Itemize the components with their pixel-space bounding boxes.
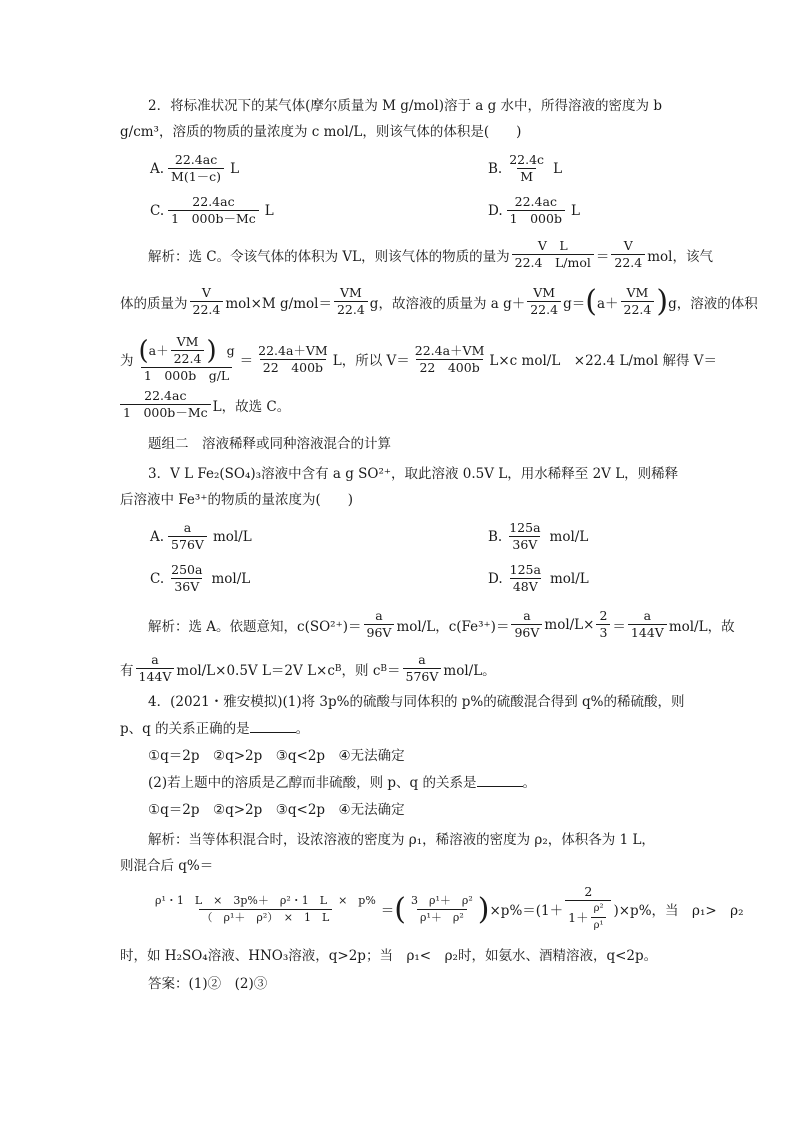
fraction-denominator: 22.4 — [611, 254, 645, 271]
q2-solution-line3 — [120, 334, 717, 384]
option-fraction — [168, 520, 207, 553]
fraction-denominator: 576V — [403, 668, 442, 685]
right-paren: ) — [206, 335, 217, 366]
solution-text: L，所以 V＝ — [332, 353, 410, 369]
fraction-numerator: ρ¹・1 L × 3p%＋ ρ²・1 L × p% — [155, 893, 376, 907]
fraction-denominator: 96V — [511, 624, 542, 641]
option-fraction — [168, 562, 205, 595]
q4-solution-line2: 则混合后 q%＝ — [120, 858, 214, 874]
fraction-denominator: 96V — [364, 624, 395, 641]
solution-fraction — [596, 608, 610, 641]
solution-fraction — [611, 238, 645, 271]
fraction-numerator: 22.4ac — [144, 388, 187, 403]
option-unit: mol/L — [211, 570, 251, 587]
fraction-numerator: 22.4a＋VM — [414, 342, 485, 358]
q3-option-a — [150, 520, 252, 553]
option-fraction — [506, 520, 543, 553]
equals-sign: ＝ — [387, 662, 401, 679]
solution-fraction — [136, 652, 175, 685]
fraction-denominator — [565, 900, 611, 934]
left-paren: ( — [394, 891, 406, 927]
option-unit: mol/L — [549, 570, 589, 587]
fraction-denominator: 22.4 — [171, 350, 205, 367]
fraction-denominator: M — [517, 168, 536, 185]
solution-text: mol/L×0.5V L＝2V L×c — [176, 662, 335, 679]
fraction-denominator: 22.4 L/mol — [512, 254, 594, 271]
option-label: C. — [150, 570, 165, 587]
q3-stem-line1: 3．V L Fe₂(SO₄)₃溶液中含有 a g SO²⁺，取此溶液 0.5V L，用水稀释至 2V L，则稀释 — [148, 466, 679, 482]
fraction-denominator: 36V — [171, 578, 202, 595]
q3-solution-line1 — [148, 608, 735, 641]
fraction-denominator: 22.4 — [621, 301, 655, 318]
solution-fraction — [527, 285, 561, 318]
fraction-numerator: a — [418, 652, 426, 667]
fraction-numerator: 250a — [171, 562, 203, 577]
solution-text: g＝ — [563, 295, 586, 312]
fraction-numerator: 22.4a＋VM — [258, 342, 328, 358]
answer-blank[interactable] — [250, 718, 296, 733]
answer-blank[interactable] — [477, 772, 523, 787]
option-unit: L — [553, 160, 563, 177]
option-unit: L — [264, 202, 274, 219]
fraction-numerator: a — [375, 608, 383, 623]
fraction-denominator: 1 000b－Mc — [168, 210, 259, 227]
q4-stem-line2 — [120, 718, 309, 739]
fraction-numerator: VM — [176, 334, 199, 349]
solution-fraction — [511, 608, 542, 641]
fraction-denominator: ρ¹ — [591, 917, 607, 934]
solution-fraction — [512, 238, 594, 271]
q2-option-b — [488, 152, 562, 185]
option-label: B. — [488, 528, 503, 545]
solution-fraction — [364, 608, 395, 641]
right-paren: ) — [477, 891, 490, 927]
equals-sign: ＝ — [595, 248, 610, 265]
option-fraction — [507, 194, 565, 227]
fraction-numerator: a — [183, 520, 192, 535]
q3-option-c — [150, 562, 250, 595]
option-unit: mol/L — [212, 528, 252, 545]
right-paren: ) — [656, 284, 669, 319]
group2-title: 题组二 溶液稀释或同种溶液混合的计算 — [148, 436, 391, 452]
solution-fraction — [190, 285, 224, 318]
fraction-denominator: M(1－c) — [168, 168, 224, 185]
solution-text: 体的质量为 — [120, 295, 188, 312]
fraction-numerator: 125a — [509, 562, 541, 577]
solution-text: g — [226, 342, 235, 358]
solution-text: 解析：选 A。依题意知，c(SO²⁺)＝ — [148, 618, 362, 635]
fraction-denominator: 1 000b－Mc — [120, 404, 211, 421]
q2-option-c — [150, 194, 274, 227]
q2-solution-line1 — [148, 238, 713, 271]
solution-fraction — [408, 893, 476, 926]
solution-text: mol/L，c(Fe³⁺)＝ — [396, 618, 510, 635]
q2-stem-line1: 2．将标准状况下的某气体(摩尔质量为 M g/mol)溶于 a g 水中，所得溶液的密度为 b — [148, 98, 662, 114]
fraction-numerator — [136, 334, 238, 367]
solution-text: 。 — [522, 775, 536, 791]
q4-stem-line1: 4．(2021・雅安模拟)(1)将 3p%的硫酸与同体积的 p%的硫酸混合得到 q%的稀硫酸，则 — [148, 694, 685, 710]
solution-text: ×p%＝(1＋ — [489, 903, 564, 919]
q4-solution-formula — [150, 884, 744, 934]
inner-fraction — [591, 901, 607, 934]
equals-sign: ＝ — [380, 903, 395, 919]
solution-text: 。 — [295, 721, 310, 737]
fraction-numerator: 2 — [599, 608, 608, 623]
solution-text: mol/L。 — [443, 662, 496, 679]
solution-text: (2)若上题中的溶质是乙醇而非硫酸，则 p、q 的关系是 — [148, 775, 477, 791]
fraction-denominator: （ ρ¹＋ ρ²） × 1 L — [199, 909, 333, 926]
answer-line: 答案：(1)② (2)③ — [148, 976, 268, 992]
fraction-denominator: 22.4 — [190, 301, 224, 318]
nested-fraction — [565, 884, 611, 934]
left-paren: ( — [138, 335, 149, 366]
fraction-numerator: VM — [339, 285, 362, 300]
q3-option-b — [488, 520, 588, 553]
option-unit: L — [570, 202, 580, 219]
solution-fraction — [171, 334, 205, 367]
solution-text: L，故选 C。 — [212, 398, 291, 415]
solution-fraction — [255, 343, 331, 376]
q4-part2 — [148, 772, 536, 793]
option-fraction — [507, 562, 544, 595]
solution-text: p、q 的关系正确的是 — [120, 721, 250, 737]
q4-solution-line1: 解析：当等体积混合时，设浓溶液的密度为 ρ₁，稀溶液的密度为 ρ₂，体积各为 1 L， — [148, 832, 655, 848]
fraction-denominator: 48V — [510, 578, 541, 595]
solution-text: )×p%，当 ρ₁> ρ₂ — [613, 903, 744, 919]
fraction-denominator: 22.4 — [527, 301, 561, 318]
option-label: D. — [488, 202, 503, 219]
solution-text: 解析：选 C。令该气体的体积为 VL，则该气体的物质的量为 — [148, 248, 510, 265]
solution-text: a＋ — [148, 342, 169, 358]
fraction-numerator: 22.4c — [509, 152, 545, 167]
q2-solution-line4 — [118, 388, 290, 421]
q2-option-d — [488, 194, 580, 227]
big-fraction — [152, 893, 379, 926]
solution-text: L×c mol/L ×22.4 L/mol 解得 V＝ — [489, 353, 718, 369]
option-fraction — [168, 194, 259, 227]
fraction-numerator: VM — [626, 285, 649, 300]
option-fraction — [506, 152, 547, 185]
option-label: B. — [488, 160, 503, 177]
q2-option-a — [150, 152, 239, 185]
solution-text: mol/L，故 — [668, 618, 735, 635]
solution-text: g，溶液的体积 — [668, 295, 758, 312]
solution-text: 为 — [120, 353, 134, 369]
fraction-denominator: 1 000b g/L — [141, 367, 232, 384]
fraction-numerator: a — [151, 652, 159, 667]
q3-solution-line2 — [120, 652, 496, 685]
solution-fraction — [334, 285, 368, 318]
solution-fraction — [628, 608, 667, 641]
left-paren: ( — [585, 284, 597, 319]
q2-solution-line2 — [120, 284, 758, 319]
fraction-denominator: 3 — [596, 624, 610, 641]
q3-option-d — [488, 562, 589, 595]
equals-sign: ＝ — [239, 353, 254, 369]
fraction-denominator: 36V — [509, 536, 540, 553]
fraction-numerator: VM — [533, 285, 556, 300]
option-label: D. — [488, 570, 503, 587]
solution-fraction — [120, 388, 211, 421]
fraction-numerator: a — [523, 608, 531, 623]
option-fraction — [168, 152, 224, 185]
fraction-denominator: 144V — [628, 624, 667, 641]
fraction-denominator: ρ¹＋ ρ² — [417, 909, 467, 926]
fraction-denominator: 1 000b — [507, 210, 565, 227]
option-label: C. — [150, 202, 165, 219]
option-unit: mol/L — [549, 528, 589, 545]
fraction-denominator: 22 400b — [416, 359, 482, 376]
fraction-numerator: 3 ρ¹＋ ρ² — [411, 893, 473, 907]
q4-solution-line4: 时，如 H₂SO₄溶液、HNO₃溶液，q>2p；当 ρ₁< ρ₂时，如氨水、酒精溶液，q<2p。 — [120, 948, 658, 964]
fraction-numerator: ρ² — [593, 903, 604, 914]
fraction-denominator: 22 400b — [260, 359, 326, 376]
q2-stem-line2: g/cm³，溶质的物质的量浓度为 c mol/L，则该气体的体积是( ) — [120, 124, 522, 140]
solution-text: a＋ — [596, 295, 619, 312]
fraction-numerator: 125a — [509, 520, 541, 535]
fraction-numerator: 22.4ac — [192, 194, 235, 209]
solution-compound-fraction — [136, 334, 238, 384]
q3-stem-line2: 后溶液中 Fe³⁺的物质的量浓度为( ) — [120, 492, 353, 508]
solution-text: 有 — [120, 662, 134, 679]
solution-fraction — [621, 285, 655, 318]
subscript: B — [334, 663, 342, 674]
equals-sign: ＝ — [612, 618, 626, 635]
fraction-numerator: V — [201, 285, 211, 300]
solution-fraction — [403, 652, 442, 685]
fraction-numerator: V L — [537, 238, 568, 253]
option-label: A. — [150, 160, 165, 177]
q4-choices-2: ①q＝2p ②q>2p ③q<2p ④无法确定 — [148, 802, 405, 818]
solution-text: ，则 c — [341, 662, 381, 679]
solution-text: mol，该气 — [647, 248, 713, 265]
fraction-numerator: V — [623, 238, 633, 253]
solution-text: g，故溶液的质量为 a g＋ — [369, 295, 526, 312]
fraction-numerator: 22.4ac — [174, 152, 218, 167]
q4-choices-1: ①q＝2p ②q>2p ③q<2p ④无法确定 — [148, 748, 405, 764]
option-label: A. — [150, 528, 165, 545]
option-unit: L — [230, 160, 240, 177]
fraction-numerator: a — [643, 608, 652, 623]
subscript: B — [380, 663, 388, 674]
fraction-denominator: 144V — [136, 668, 175, 685]
solution-text: mol×M g/mol＝ — [225, 295, 332, 312]
solution-fraction — [412, 343, 488, 376]
fraction-numerator: 2 — [584, 884, 593, 899]
solution-text: 1＋ — [568, 909, 589, 925]
fraction-numerator: 22.4ac — [514, 194, 557, 209]
fraction-denominator: 22.4 — [334, 301, 368, 318]
fraction-denominator: 576V — [168, 536, 207, 553]
solution-text: mol/L× — [544, 616, 595, 633]
